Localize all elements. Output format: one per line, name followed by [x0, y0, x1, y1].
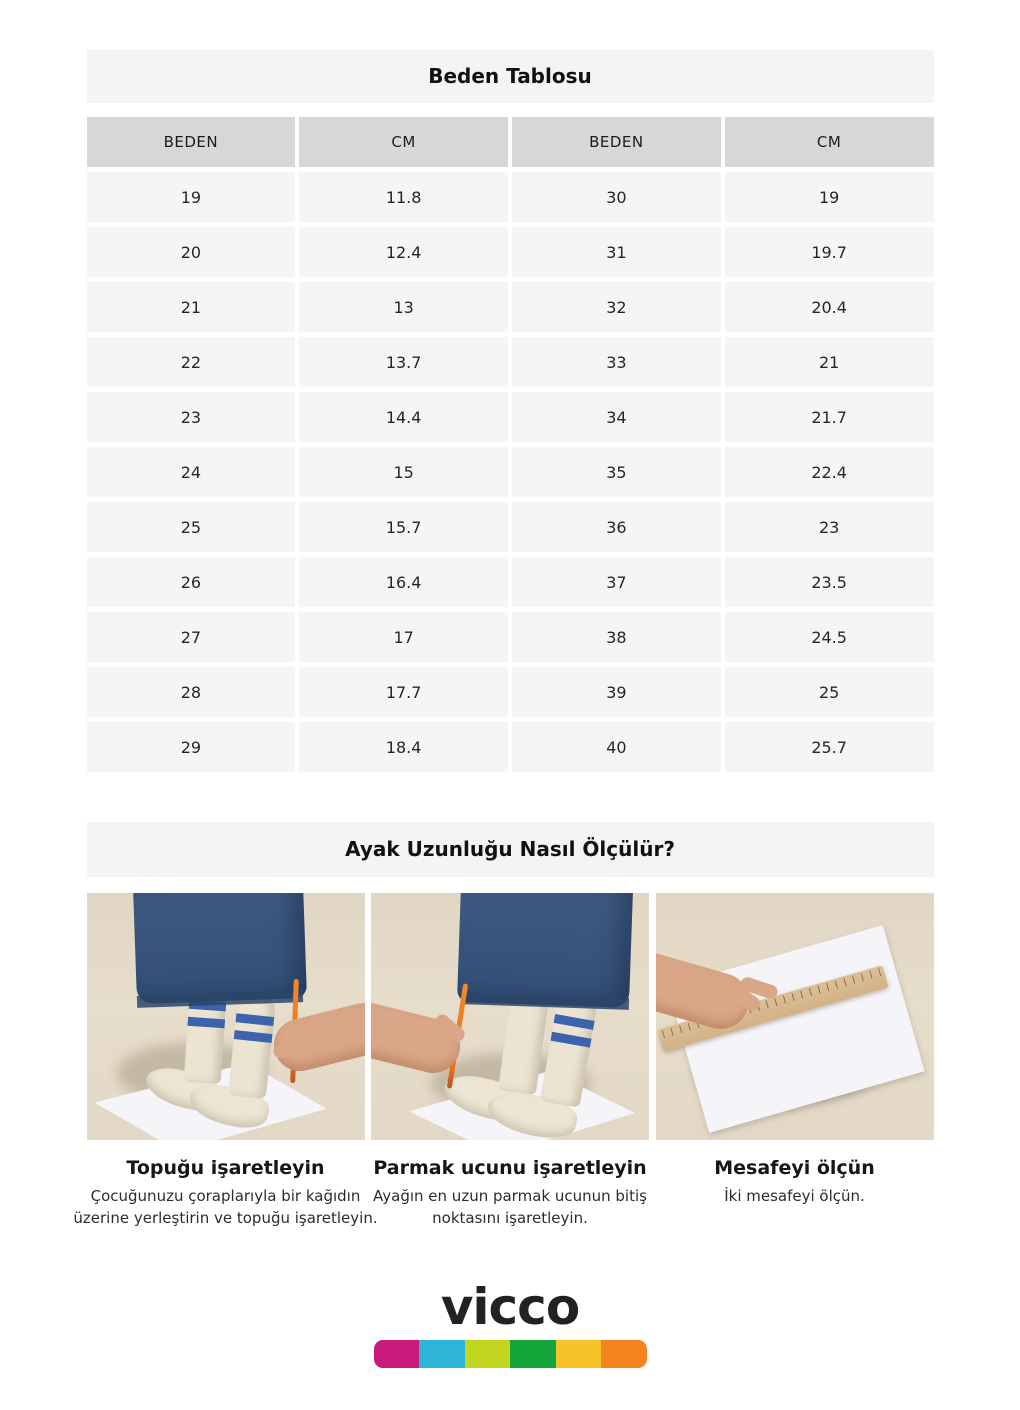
brand-color-bar	[374, 1340, 647, 1368]
size-table-cell: 27	[87, 612, 296, 662]
size-table-cell: 16.4	[299, 557, 508, 607]
color-bar-segment	[556, 1340, 602, 1368]
size-table-cell: 22	[87, 337, 296, 387]
step-measure-distance	[656, 893, 934, 1230]
color-bar-segment	[419, 1340, 465, 1368]
size-table-cell: 28	[87, 667, 296, 717]
size-table-cell: 35	[512, 447, 721, 497]
size-table-cell: 20	[87, 227, 296, 277]
size-table-cell: 39	[512, 667, 721, 717]
size-table-cell: 25.7	[725, 722, 934, 772]
sock-stripe	[554, 1014, 595, 1030]
size-table-cell: 12.4	[299, 227, 508, 277]
step-mark-heel	[73, 893, 378, 1230]
size-table-header-cell: CM	[725, 117, 934, 167]
vicco-logo: vicco	[440, 1277, 580, 1336]
measure-steps	[73, 893, 934, 1230]
size-table-cell: 26	[87, 557, 296, 607]
size-table-cell: 32	[512, 282, 721, 332]
size-table-cell: 13	[299, 282, 508, 332]
color-bar-segment	[601, 1340, 647, 1368]
size-table-cell: 11.8	[299, 172, 508, 222]
size-table-cell: 21.7	[725, 392, 934, 442]
size-table-cell: 14.4	[299, 392, 508, 442]
size-table-cell: 31	[512, 227, 721, 277]
size-table	[87, 117, 934, 772]
sock-stripe	[551, 1032, 592, 1048]
size-table-cell: 19	[87, 172, 296, 222]
hand	[268, 997, 365, 1076]
step-description: Ayağın en uzun parmak ucunun bitiş noktasını işaretleyin.	[373, 1187, 647, 1227]
color-bar-segment	[374, 1340, 420, 1368]
size-table-title: Beden Tablosu	[87, 50, 934, 103]
size-table-cell: 15.7	[299, 502, 508, 552]
size-table-header-cell: CM	[299, 117, 508, 167]
size-table-cell: 37	[512, 557, 721, 607]
sock-stripe	[233, 1030, 272, 1043]
size-table-cell: 21	[725, 337, 934, 387]
size-table-cell: 33	[512, 337, 721, 387]
size-table-header-cell: BEDEN	[512, 117, 721, 167]
step-title: Topuğu işaretleyin	[126, 1157, 325, 1179]
size-table-cell: 21	[87, 282, 296, 332]
hand-ruler-measuring-photo	[656, 893, 934, 1140]
size-table-cell: 15	[299, 447, 508, 497]
size-table-cell: 40	[512, 722, 721, 772]
size-table-cell: 23	[725, 502, 934, 552]
step-title: Mesafeyi ölçün	[714, 1157, 875, 1179]
size-table-cell: 17	[299, 612, 508, 662]
footer	[0, 1277, 1020, 1368]
step-description: İki mesafeyi ölçün.	[724, 1187, 865, 1205]
step-title: Parmak ucunu işaretleyin	[373, 1157, 647, 1179]
sock-stripe	[187, 1017, 225, 1029]
size-table-header-cell: BEDEN	[87, 117, 296, 167]
child-feet-toe-marking-photo	[371, 893, 649, 1140]
size-table-cell: 25	[87, 502, 296, 552]
size-table-cell: 24	[87, 447, 296, 497]
step-mark-toe	[371, 893, 649, 1230]
color-bar-segment	[465, 1340, 511, 1368]
size-table-cell: 29	[87, 722, 296, 772]
sock-stripe	[235, 1013, 274, 1026]
size-table-cell: 17.7	[299, 667, 508, 717]
size-table-cell: 34	[512, 392, 721, 442]
size-table-cell: 19.7	[725, 227, 934, 277]
step-description: Çocuğunuzu çoraplarıyla bir kağıdın üzerine yerleştirin ve topuğu işaretleyin.	[73, 1187, 378, 1227]
size-table-cell: 19	[725, 172, 934, 222]
child-feet-heel-marking-photo	[87, 893, 365, 1140]
measure-section-title: Ayak Uzunluğu Nasıl Ölçülür?	[87, 822, 934, 877]
size-table-cell: 30	[512, 172, 721, 222]
right-sock	[540, 994, 598, 1107]
size-table-cell: 25	[725, 667, 934, 717]
size-table-cell: 23	[87, 392, 296, 442]
jeans-leg	[457, 893, 633, 1008]
jeans-leg	[133, 893, 307, 1004]
color-bar-segment	[510, 1340, 556, 1368]
size-table-cell: 13.7	[299, 337, 508, 387]
size-table-cell: 36	[512, 502, 721, 552]
size-table-cell: 22.4	[725, 447, 934, 497]
size-table-cell: 20.4	[725, 282, 934, 332]
size-table-cell: 24.5	[725, 612, 934, 662]
size-table-cell: 18.4	[299, 722, 508, 772]
size-table-cell: 23.5	[725, 557, 934, 607]
size-table-cell: 38	[512, 612, 721, 662]
